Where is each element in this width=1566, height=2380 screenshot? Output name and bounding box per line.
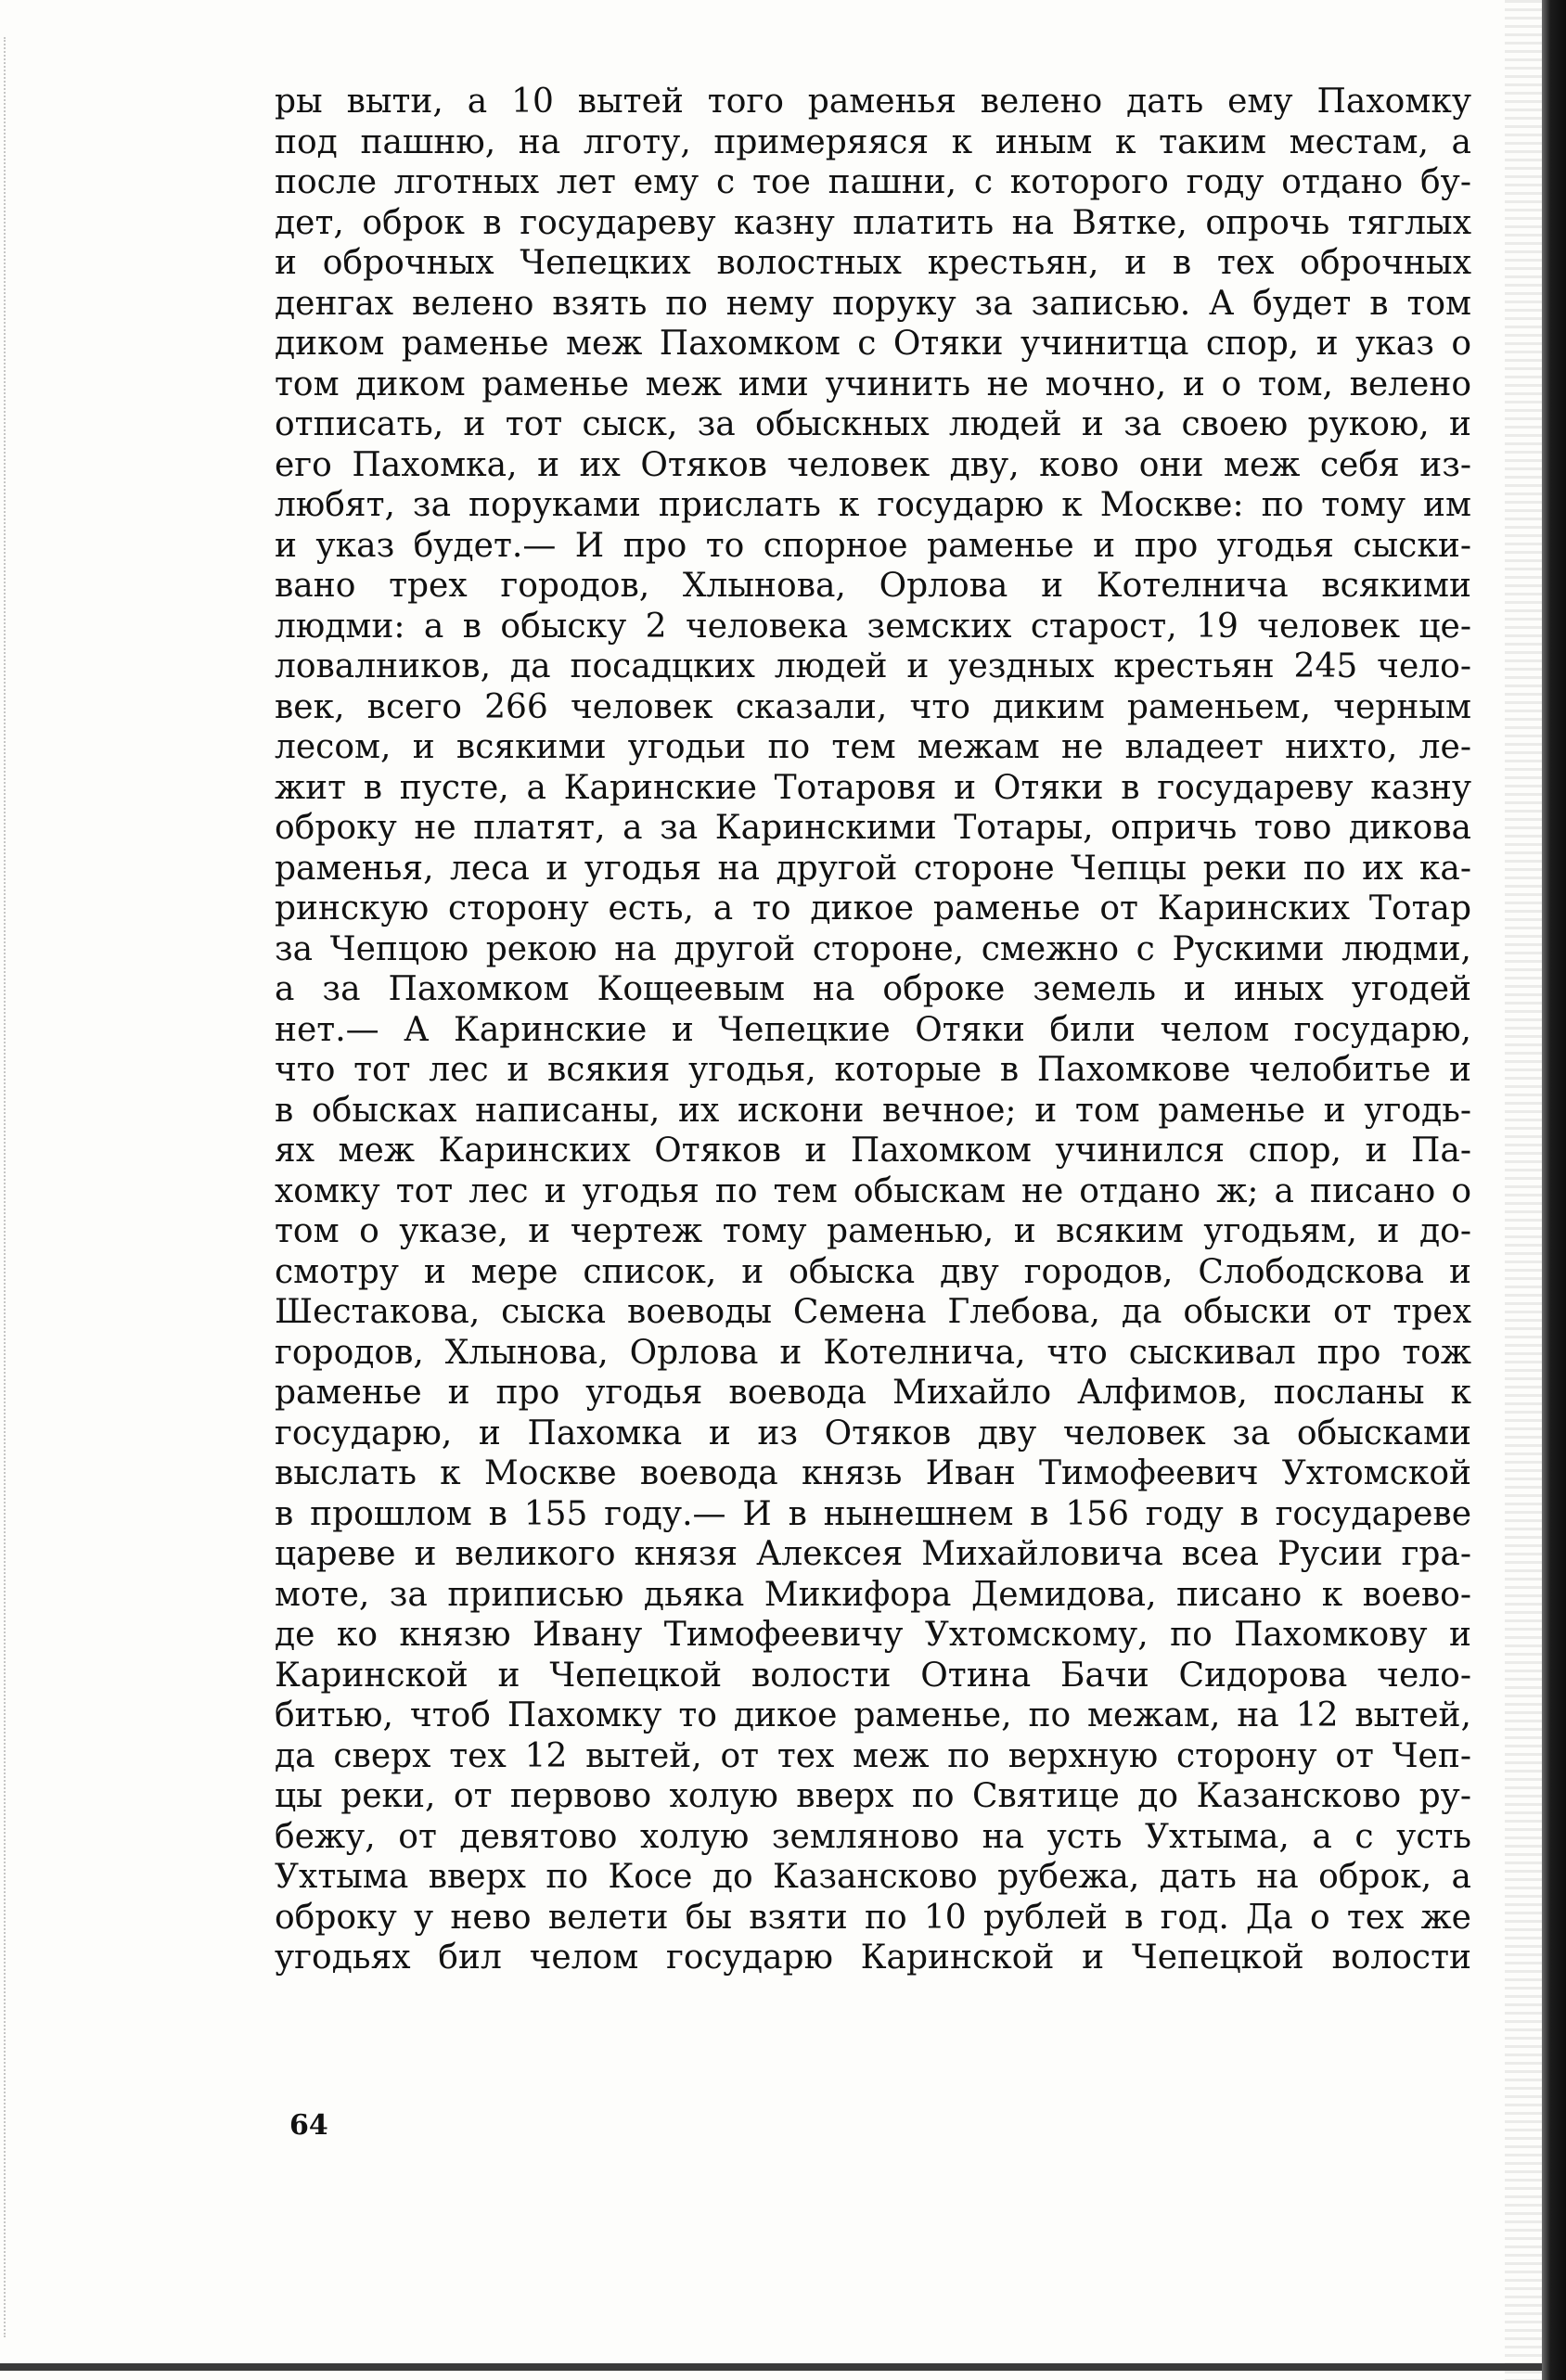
text-line: моте, за приписью дьяка Микифора Демидова, писано к воево- bbox=[275, 1575, 1471, 1614]
text-line: раменья, леса и угодья на другой стороне Чепцы реки по их ка- bbox=[275, 849, 1471, 888]
text-line: и оброчных Чепецких волостных крестьян, и в тех оброчных bbox=[275, 244, 1471, 282]
text-line: оброку у нево велети бы взяти по 10 рублей в год. Да о тех же bbox=[275, 1898, 1471, 1937]
text-line: смотру и мере список, и обыска дву городов, Слободскова и bbox=[275, 1252, 1471, 1291]
text-line: в обысках написаны, их искони вечное; и том раменье и угодь- bbox=[275, 1091, 1471, 1130]
text-line: век, всего 266 человек сказали, что диким раменьем, черным bbox=[275, 687, 1471, 726]
text-line: ловалников, да посадцких людей и уездных крестьян 245 чело- bbox=[275, 647, 1471, 685]
text-line: де ко князю Ивану Тимофеевичу Ухтомскому, по Пахомкову и bbox=[275, 1616, 1471, 1654]
text-line: городов, Хлынова, Орлова и Котелнича, что сыскивал про тож bbox=[275, 1333, 1471, 1372]
text-line: любят, за поруками прислать к государю к Москве: по тому им bbox=[275, 486, 1471, 524]
text-line: вано трех городов, Хлынова, Орлова и Котелнича всякими bbox=[275, 567, 1471, 605]
text-line: нет.— А Каринские и Чепецкие Отяки били челом государю, bbox=[275, 1010, 1471, 1049]
text-line: цареве и великого князя Алексея Михайловича всеа Русии гра- bbox=[275, 1535, 1471, 1573]
text-line: ях меж Каринских Отяков и Пахомком учинился спор, и Па- bbox=[275, 1132, 1471, 1170]
text-line: диком раменье меж Пахомком с Отяки учинитца спор, и указ о bbox=[275, 325, 1471, 363]
text-line: хомку тот лес и угодья по тем обыскам не отдано ж; а писано о bbox=[275, 1171, 1471, 1210]
text-line: государю, и Пахомка и из Отяков дву человек за обысками bbox=[275, 1414, 1471, 1452]
text-line: денгах велено взять по нему поруку за записью. А будет в том bbox=[275, 284, 1471, 323]
text-line: Ухтыма вверх по Косе до Казансково рубежа, дать на оброк, а bbox=[275, 1858, 1471, 1896]
text-line: выслать к Москве воевода князь Иван Тимофеевич Ухтомской bbox=[275, 1454, 1471, 1492]
text-line: под пашню, на лготу, примеряяся к иным к таким местам, а bbox=[275, 122, 1471, 161]
text-line: бежу, от девятово холую земляново на усть Ухтыма, а с усть bbox=[275, 1817, 1471, 1856]
bottom-rule bbox=[0, 2363, 1542, 2371]
text-line: лесом, и всякими угодьи по тем межам не владеет нихто, ле- bbox=[275, 728, 1471, 766]
scan-margin-noise bbox=[4, 37, 19, 2337]
text-line: его Пахомка, и их Отяков человек дву, ково они меж себя из- bbox=[275, 445, 1471, 484]
scan-edge bbox=[1542, 0, 1566, 2380]
scan-edge-shadow bbox=[1505, 0, 1542, 2380]
text-line: том диком раменье меж ими учинить не мочно, и о том, велено bbox=[275, 365, 1471, 403]
text-line: ринскую сторону есть, а то дикое раменье от Каринских Тотар bbox=[275, 889, 1471, 928]
text-line: да сверх тех 12 вытей, от тех меж по верхную сторону от Чеп- bbox=[275, 1736, 1471, 1775]
text-line: и указ будет.— И про то спорное раменье и про угодья сыски- bbox=[275, 526, 1471, 565]
text-line: ры выти, а 10 вытей того раменья велено дать ему Пахомку bbox=[275, 83, 1471, 121]
text-line: после лготных лет ему с тое пашни, с которого году отдано бу- bbox=[275, 163, 1471, 201]
text-line: цы реки, от первово холую вверх по Святице до Казансково ру- bbox=[275, 1777, 1471, 1815]
text-line: людми: а в обыску 2 человека земских старост, 19 человек це- bbox=[275, 607, 1471, 646]
text-line: битью, чтоб Пахомку то дикое раменье, по межам, на 12 вытей, bbox=[275, 1696, 1471, 1734]
text-line: Каринской и Чепецкой волости Отина Бачи Сидорова чело- bbox=[275, 1656, 1471, 1695]
text-line: угодьях бил челом государю Каринской и Чепецкой волости bbox=[275, 1939, 1471, 1977]
text-line: а за Пахомком Кощеевым на оброке земель и иных угодей bbox=[275, 970, 1471, 1008]
text-line: том о указе, и чертеж тому раменью, и всяким угодьям, и до- bbox=[275, 1212, 1471, 1250]
text-line: в прошлом в 155 году.— И в нынешнем в 156 году в государеве bbox=[275, 1494, 1471, 1533]
text-line: отписать, и тот сыск, за обыскных людей и за своею рукою, и bbox=[275, 405, 1471, 443]
page-number: 64 bbox=[289, 2109, 328, 2142]
text-line: дет, оброк в государеву казну платить на Вятке, опрочь тяглых bbox=[275, 203, 1471, 242]
body-text bbox=[275, 82, 1471, 1978]
text-line: Шестакова, сыска воеводы Семена Глебова, да обыски от трех bbox=[275, 1293, 1471, 1331]
text-line: раменье и про угодья воевода Михайло Алфимов, посланы к bbox=[275, 1374, 1471, 1412]
text-line: жит в пусте, а Каринские Тотаровя и Отяки в государеву казну bbox=[275, 768, 1471, 807]
text-line: что тот лес и всякия угодья, которые в Пахомкове челобитье и bbox=[275, 1051, 1471, 1089]
text-line: оброку не платят, а за Каринскими Тотары, опричь тово дикова bbox=[275, 809, 1471, 847]
text-line: за Чепцою рекою на другой стороне, смежно с Рускими людми, bbox=[275, 929, 1471, 968]
